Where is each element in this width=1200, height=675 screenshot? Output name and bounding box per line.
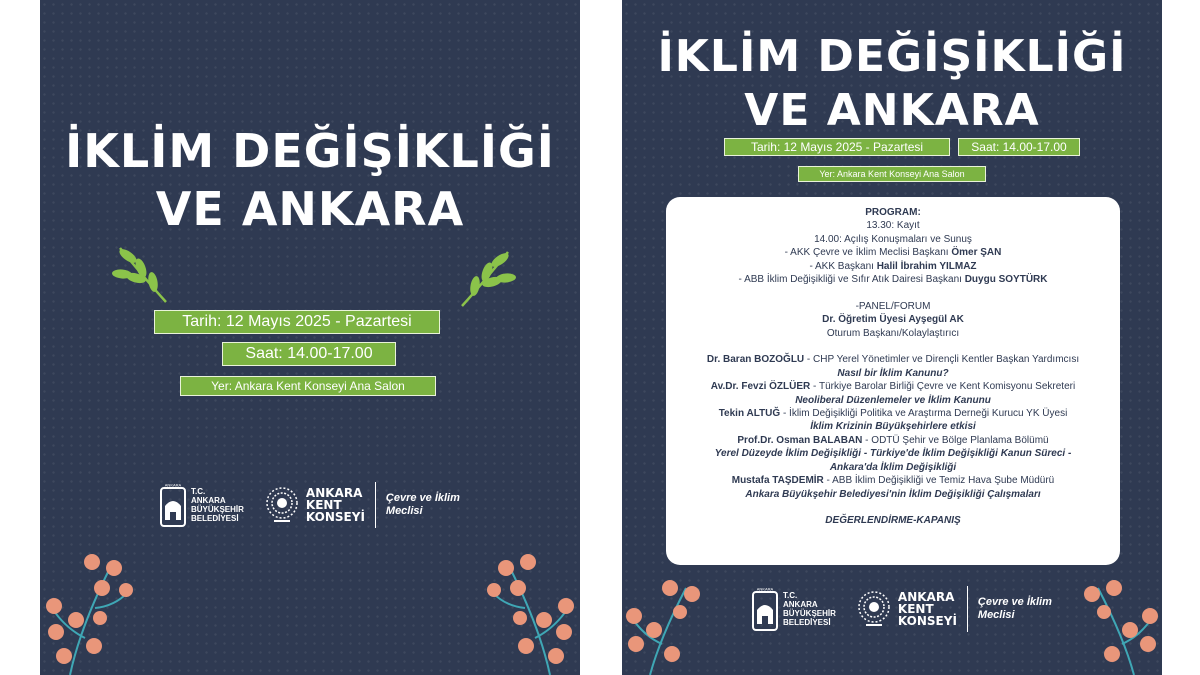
poster-program	[622, 0, 1162, 675]
akk-line1: ANKARA	[305, 486, 363, 500]
abb-crest-icon	[752, 586, 778, 632]
panelist-line	[672, 380, 1114, 393]
akk-line2: KENT	[897, 602, 934, 616]
abb-logo	[752, 586, 836, 632]
program-heading: PROGRAM:	[865, 207, 921, 218]
logo-divider	[375, 482, 376, 528]
panelist-name: Prof.Dr. Osman BALABAN	[737, 434, 863, 446]
event-date: Tarih: 12 Mayıs 2025 - Pazartesi	[154, 310, 440, 334]
panelist-talk-title: Ankara'da İklim Değişikliği	[829, 461, 957, 473]
panelist-role: - ODTÜ Şehir ve Bölge Planlama Bölümü	[862, 434, 1049, 446]
panelist-name: Tekin ALTUĞ	[718, 408, 781, 420]
opening-speaker: - ABB İklim Değişikliği ve Sıfır Atık Dairesi Başkanı Duygu SOYTÜRK	[738, 274, 1048, 286]
panelist-talk-title: Nasıl bir İklim Kanunu?	[837, 367, 949, 379]
panel-heading: -PANEL/FORUM	[855, 300, 931, 312]
flower-branch-icon	[622, 578, 708, 675]
panelist-talk-title: Neoliberal Düzenlemeler ve İklim Kanunu	[795, 394, 991, 406]
opening-speaker: - AKK Çevre ve İklim Meclisi Başkanı Ömer ŞAN	[784, 247, 1002, 259]
flower-branch-icon	[1076, 578, 1162, 675]
olive-branch-icon	[458, 246, 520, 308]
akk-line3: KONSEYİ	[897, 614, 957, 628]
moderator-name: Dr. Öğretim Üyesi Ayşegül AK	[822, 314, 964, 326]
event-title-line2: VE ANKARA	[744, 85, 1040, 136]
abb-line4: BELEDİYESİ	[191, 514, 239, 523]
event-title-line1: İKLİM DEĞİŞİKLİĞİ	[657, 31, 1127, 82]
abb-line1: T.C.	[783, 591, 798, 600]
program-card	[666, 197, 1120, 565]
logo-divider	[967, 586, 968, 632]
event-time: Saat: 14.00-17.00	[222, 342, 396, 366]
panelist-list	[672, 353, 1114, 500]
sponsor-logos	[752, 586, 1052, 632]
abb-crest-label: ANKARA	[756, 586, 774, 592]
olive-branch-icon	[108, 242, 170, 304]
panelist-role: - İklim Değişikliği Politika ve Araştırma Derneği Kurucu YK Üyesi	[780, 408, 1068, 420]
event-venue: Yer: Ankara Kent Konseyi Ana Salon	[180, 376, 436, 396]
kent-konseyi-globe-icon	[262, 485, 302, 525]
panelist-role: - CHP Yerel Yönetimler ve Dirençli Kentler Başkan Yardımcısı	[804, 354, 1080, 366]
panelist-talk-title: İklim Krizinin Büyükşehirlere etkisi	[810, 421, 976, 433]
abb-logo	[160, 482, 244, 528]
cevre-iklim-meclisi-label	[978, 596, 1052, 622]
panelist-role: - Türkiye Barolar Birliği Çevre ve Kent Komisyonu Sekreteri	[810, 381, 1076, 393]
opening-speaker: - AKK Başkanı Halil İbrahim YILMAZ	[809, 260, 977, 272]
abb-line1: T.C.	[191, 487, 206, 496]
panelist-name: Mustafa TAŞDEMİR	[731, 475, 824, 487]
panelist-line	[672, 353, 1114, 366]
akk-line2: KENT	[305, 498, 342, 512]
panelist-line	[672, 474, 1114, 487]
flower-branch-icon	[486, 548, 580, 675]
abb-line2: ANKARA	[783, 600, 818, 609]
akk-line1: ANKARA	[897, 590, 955, 604]
panelist-line	[672, 407, 1114, 420]
abb-line3: BÜYÜKŞEHİR	[191, 505, 244, 514]
cik-line2: Meclisi	[977, 609, 1015, 621]
flower-branch-icon	[40, 548, 136, 675]
kent-konseyi-logo	[854, 589, 957, 629]
abb-crest-label: ANKARA	[164, 482, 182, 488]
panelist-talk-title: Ankara Büyükşehir Belediyesi'nin İklim Değişikliği Çalışmaları	[745, 488, 1041, 500]
event-title-line1: İKLİM DEĞİŞİKLİĞİ	[65, 124, 555, 178]
event-title-line2: VE ANKARA	[155, 182, 465, 236]
event-title	[40, 122, 580, 238]
event-time: Saat: 14.00-17.00	[958, 138, 1080, 156]
program-closing: DEĞERLENDİRME-KAPANIŞ	[825, 515, 961, 527]
moderator-role: Oturum Başkanı/Kolaylaştırıcı	[826, 327, 960, 339]
panelist-role: - ABB İklim Değişikliği ve Temiz Hava Şube Müdürü	[823, 475, 1055, 487]
kent-konseyi-globe-icon	[854, 589, 894, 629]
panelist-name: Dr. Baran BOZOĞLU	[706, 354, 805, 366]
panelist-talk-title: Yerel Düzeyde İklim Değişikliği - Türkiye'de İklim Değişikliği Kanun Süreci -	[714, 448, 1072, 460]
event-venue: Yer: Ankara Kent Konseyi Ana Salon	[798, 166, 986, 182]
poster-cover	[40, 0, 580, 675]
abb-line3: BÜYÜKŞEHİR	[783, 609, 836, 618]
abb-crest-icon	[160, 482, 186, 528]
abb-line4: BELEDİYESİ	[783, 618, 831, 627]
panelist-line	[672, 434, 1114, 447]
cik-line2: Meclisi	[385, 505, 423, 517]
event-date: Tarih: 12 Mayıs 2025 - Pazartesi	[724, 138, 950, 156]
abb-line2: ANKARA	[191, 496, 226, 505]
panelist-name: Av.Dr. Fevzi ÖZLÜER	[710, 381, 811, 393]
program-opening: 14.00: Açılış Konuşmaları ve Sunuş	[814, 233, 972, 245]
cik-line1: Çevre ve İklim	[977, 596, 1052, 608]
kent-konseyi-logo	[262, 485, 365, 525]
akk-line3: KONSEYİ	[305, 510, 365, 524]
event-title	[622, 30, 1162, 138]
sponsor-logos	[160, 482, 460, 528]
program-registration: 13.30: Kayıt	[866, 220, 920, 232]
cik-line1: Çevre ve İklim	[385, 492, 460, 504]
cevre-iklim-meclisi-label	[386, 492, 460, 518]
